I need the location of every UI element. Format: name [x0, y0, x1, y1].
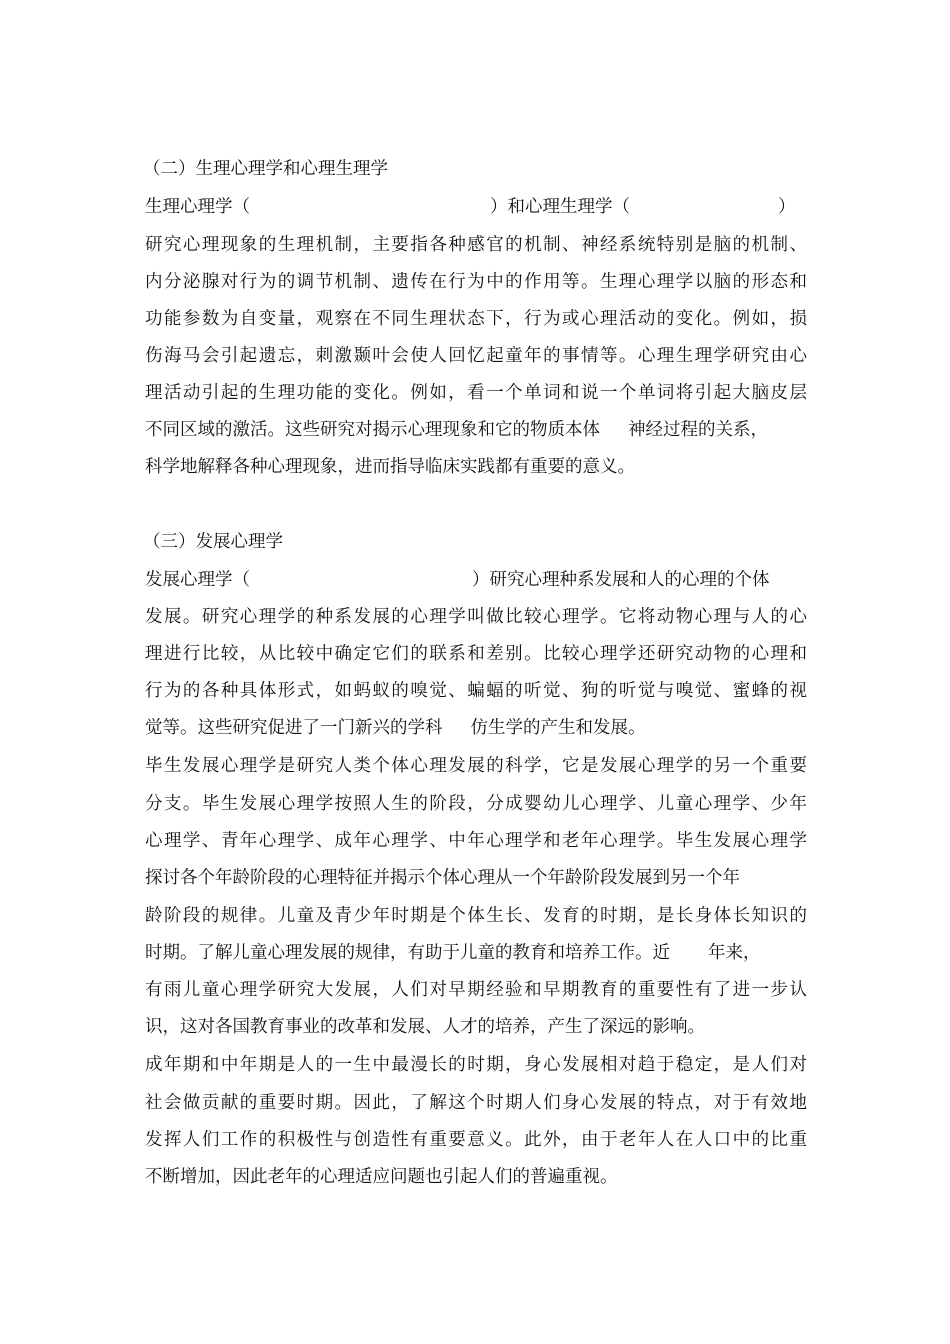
paragraph-line: 探讨各个年龄阶段的心理特征并揭示个体心理从一个年龄阶段发展到另一个年	[145, 868, 740, 888]
text-segment: 神经过程的关系，	[628, 420, 768, 440]
paragraph-line: 成年期和中年期是人的一生中最漫长的时期，身心发展相对趋于稳定，是人们对	[145, 1055, 807, 1075]
term-developmental-psychology: 发展心理学（	[145, 570, 250, 590]
term-line-physiological	[145, 195, 807, 219]
paragraph-line	[145, 418, 807, 442]
text-segment: ）研究心理种系发展和人的心理的个体	[472, 570, 770, 590]
paragraph-line: 有雨儿童心理学研究大发展，人们对早期经验和早期教育的重要性有了进一步认	[145, 980, 807, 1000]
paragraph-line: 研究心理现象的生理机制，主要指各种感官的机制、神经系统特别是脑的机制、	[145, 235, 807, 255]
paragraph-line	[145, 716, 807, 740]
text-segment: 仿生学的产生和发展。	[470, 718, 646, 738]
text-segment: 年来，	[708, 943, 761, 963]
paragraph-line	[145, 941, 807, 965]
paragraph-line: 行为的各种具体形式，如蚂蚁的嗅觉、蝙蝠的听觉、狗的听觉与嗅觉、蜜蜂的视	[145, 681, 807, 701]
paragraph-line: 功能参数为自变量，观察在不同生理状态下，行为或心理活动的变化。例如，损	[145, 309, 807, 329]
paragraph-line: 不断增加，因此老年的心理适应问题也引起人们的普遍重视。	[145, 1167, 618, 1187]
paragraph-line: 分支。毕生发展心理学按照人生的阶段，分成婴幼儿心理学、儿童心理学、少年	[145, 794, 807, 814]
paragraph-line: 科学地解释各种心理现象，进而指导临床实践都有重要的意义。	[145, 457, 635, 477]
paragraph-line: 社会做贡献的重要时期。因此，了解这个时期人们身心发展的特点，对于有效地	[145, 1093, 807, 1113]
section-heading-physiological-psychology: （二）生理心理学和心理生理学	[143, 159, 388, 179]
text-segment: 不同区域的激活。这些研究对揭示心理现象和它的物质本体	[145, 420, 600, 440]
paragraph-line: 发展。研究心理学的种系发展的心理学叫做比较心理学。它将动物心理与人的心	[145, 607, 807, 627]
paragraph-line: 理进行比较，从比较中确定它们的联系和差别。比较心理学还研究动物的心理和	[145, 644, 807, 664]
paragraph-line: 识，这对各国教育事业的改革和发展、人才的培养，产生了深远的影响。	[145, 1017, 705, 1037]
paragraph-line: 伤海马会引起遗忘，刺激颞叶会使人回忆起童年的事情等。心理生理学研究由心	[145, 346, 807, 366]
section-heading-developmental-psychology: （三）发展心理学	[143, 532, 283, 552]
paragraph-line: 发挥人们工作的积极性与创造性有重要意义。此外，由于老年人在人口中的比重	[145, 1130, 807, 1150]
paragraph-line: 毕生发展心理学是研究人类个体心理发展的科学，它是发展心理学的另一个重要	[145, 756, 807, 776]
paragraph-line: 龄阶段的规律。儿童及青少年时期是个体生长、发育的时期，是长身体长知识的	[145, 906, 807, 926]
term-close-paren: ）	[778, 197, 796, 217]
text-segment: 觉等。这些研究促进了一门新兴的学科	[145, 718, 443, 738]
term-physiological-psychology: 生理心理学（	[145, 197, 250, 217]
term-line-developmental	[145, 568, 807, 592]
text-segment: 时期。了解儿童心理发展的规律，有助于儿童的教育和培养工作。近	[145, 943, 670, 963]
paragraph-line: 理活动引起的生理功能的变化。例如，看一个单词和说一个单词将引起大脑皮层	[145, 383, 807, 403]
paragraph-line: 心理学、青年心理学、成年心理学、中年心理学和老年心理学。毕生发展心理学	[145, 831, 807, 851]
term-psychophysiology: ）和心理生理学（	[490, 197, 630, 217]
paragraph-line: 内分泌腺对行为的调节机制、遗传在行为中的作用等。生理心理学以脑的形态和	[145, 272, 807, 292]
